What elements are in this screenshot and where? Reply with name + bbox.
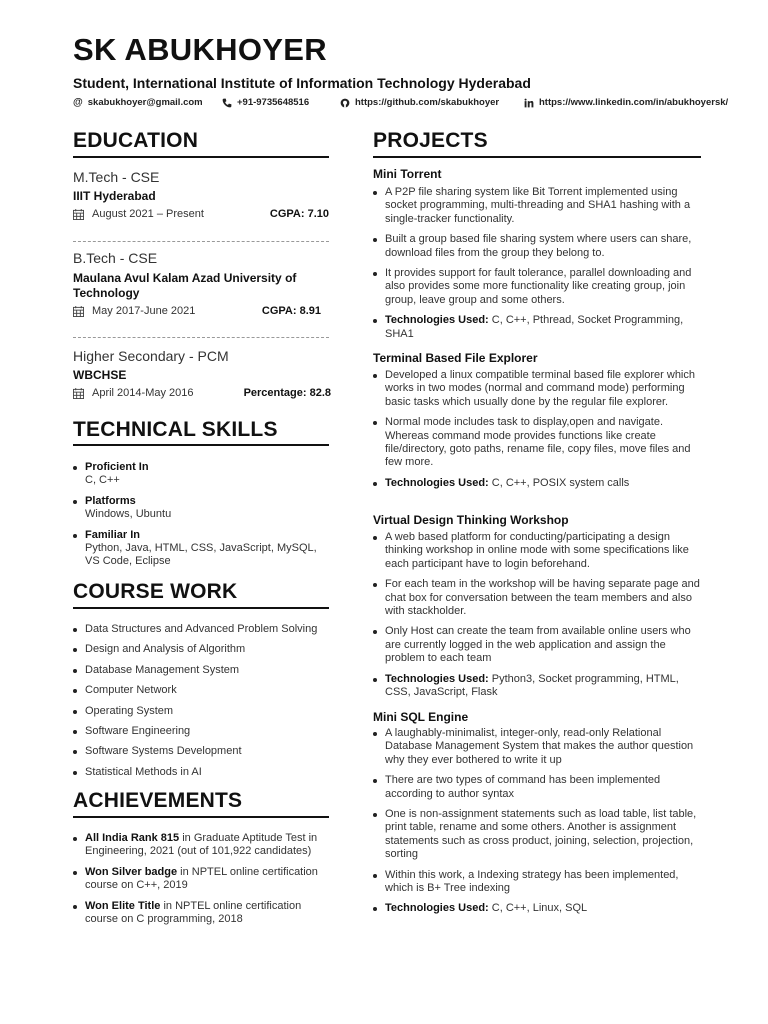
resume-name: SK ABUKHOYER [73,32,327,67]
achievement-item [73,832,329,859]
project-bullet: A web based platform for conducting/participating a design thinking workshop in online mode with some specifications like each participant have to login beforehand. [373,531,703,571]
project-bullets [373,186,703,341]
linkedin-icon [524,98,534,108]
project-bullet: Developed a linux compatible terminal based file explorer which works in two modes (normal and command mode) performing basic tasks which usually done by the regular file explorer. [373,369,703,409]
education-dates [73,208,204,220]
calendar-icon [73,388,84,399]
skill-value: Python, Java, HTML, CSS, JavaScript, MySQL, VS Code, Eclipse [85,542,317,568]
achievement-bold: All India Rank 815 [85,832,180,844]
coursework-rule [73,607,329,609]
project-bullet: Only Host can create the team from available online users who are currently logged in the web application and assign the problem to each team [373,625,703,665]
tech-text: Python3, Socket programming, HTML, CSS, JavaScript, Flask [385,672,679,699]
tech-label: Technologies Used: [385,902,489,915]
achievements-list [73,832,329,926]
course-item: Software Engineering [73,725,333,738]
tech-label: Technologies Used: [385,476,489,489]
phone-icon [222,98,232,108]
resume-subtitle: Student, International Institute of Information Technology Hyderabad [73,75,531,91]
skill-item [73,495,329,522]
project-bullet: Built a group based file sharing system where users can share, download files from the group they belong to. [373,233,703,260]
project-bullet: Within this work, a Indexing strategy has been implemented, which is B+ Tree indexing [373,869,703,896]
project-bullets [373,369,703,490]
project-tech [373,902,703,915]
course-item: Operating System [73,705,333,718]
contact-email[interactable] [73,97,203,108]
achievement-text: in NPTEL online certification course on C++, 2019 [85,865,318,892]
linkedin-text: https://www.linkedin.com/in/abukhoyersk/ [539,97,729,108]
course-item: Database Management System [73,664,333,677]
project-bullets [373,531,703,699]
tech-label: Technologies Used: [385,314,489,327]
education-grade: CGPA: 7.10 [269,208,329,220]
achievements-rule [73,816,329,818]
projects-rule [373,156,701,158]
education-degree: B.Tech - CSE [73,250,158,266]
skill-label: Familiar In [85,528,141,541]
email-text: skabukhoyer@gmail.com [87,97,203,108]
coursework-list [73,623,333,779]
skill-label: Proficient In [85,461,149,473]
project-tech [373,477,703,490]
skill-label: Platforms [85,494,136,507]
github-icon [340,98,350,108]
course-item: Statistical Methods in AI [73,766,333,779]
education-divider [73,337,329,338]
education-grade: CGPA: 8.91 [261,305,321,317]
calendar-icon [73,209,84,220]
phone-text: +91-9735648516 [237,97,310,108]
calendar-icon [73,306,84,317]
dates-text: August 2021 – Present [92,208,204,220]
project-bullet: A laughably-minimalist, integer-only, read-only Relational Database Management System that makes the author question why they ever bothered to write it up [373,727,703,767]
course-item: Data Structures and Advanced Problem Solving [73,623,333,636]
contact-phone[interactable] [222,97,309,108]
education-rule [73,156,329,158]
coursework-heading: COURSE WORK [73,580,238,603]
project-title: Mini SQL Engine [373,710,469,724]
skill-item [73,461,329,488]
at-icon: @ [73,97,83,108]
education-dates [73,305,195,317]
project-tech [373,673,703,700]
project-bullet: A P2P file sharing system like Bit Torrent implemented using socket programming, multi-threading and SHA1 hashing with a single-tracker functionality. [373,186,703,226]
project-title: Mini Torrent [373,167,442,181]
project-bullet: One is non-assignment statements such as load table, list table, print table, rename and some others. Another is assignment statements such as cross product, joining, selection, projection, sorting [373,808,703,862]
achievement-bold: Won Elite Title [85,899,161,912]
skills-heading: TECHNICAL SKILLS [73,418,278,441]
project-bullet: Normal mode includes task to display,open and navigate. Whereas command mode provides functions like create file/directory, goto paths, rename file, copy files, move files and few more. [373,416,703,470]
achievement-bold: Won Silver badge [85,865,178,878]
project-title: Terminal Based File Explorer [373,351,538,365]
course-item: Computer Network [73,684,333,697]
project-bullet: It provides support for fault tolerance, parallel downloading and also provides some more functionality like creating group, join group, leave group and some others. [373,267,703,307]
education-grade: Percentage: 82.8 [243,387,331,399]
education-institution: Maulana Avul Kalam Azad University of Technology [73,271,297,300]
project-bullet: For each team in the workshop will be having separate page and chat box for conversation between the team members and also with stackholder. [373,578,703,618]
education-institution: IIIT Hyderabad [73,189,156,203]
skills-rule [73,444,329,446]
education-degree: M.Tech - CSE [73,169,160,185]
course-item: Design and Analysis of Algorithm [73,643,333,656]
skill-value: C, C++ [85,474,120,487]
tech-text: C, C++, Linux, SQL [488,902,588,915]
tech-label: Technologies Used: [385,672,489,685]
tech-text: C, C++, POSIX system calls [488,476,630,489]
education-heading: EDUCATION [73,129,199,152]
github-text: https://github.com/skabukhoyer [355,97,500,108]
education-divider [73,241,329,242]
education-dates [73,387,194,399]
achievements-heading: ACHIEVEMENTS [73,789,243,812]
skill-value: Windows, Ubuntu [85,508,172,521]
tech-text: C, C++, Pthread, Socket Programming, SHA1 [385,314,684,340]
dates-text: April 2014-May 2016 [92,387,194,399]
project-title: Virtual Design Thinking Workshop [373,513,569,527]
achievement-item [73,900,329,927]
dates-text: May 2017-June 2021 [92,305,196,317]
skill-item [73,529,329,569]
projects-heading: PROJECTS [373,129,488,152]
course-item: Software Systems Development [73,745,333,758]
achievement-text: in Graduate Aptitude Test in Engineering, 2021 (out of 101,922 candidates) [85,832,318,858]
project-bullets [373,727,703,916]
achievement-text: in NPTEL online certification course on C programming, 2018 [85,899,302,926]
achievement-item [73,866,329,893]
contact-github[interactable] [340,97,499,108]
education-degree: Higher Secondary - PCM [73,348,229,364]
project-bullet: There are two types of command has been implemented according to author syntax [373,774,703,801]
contact-linkedin[interactable] [524,97,728,108]
skills-list [73,461,329,569]
education-institution: WBCHSE [73,368,127,382]
project-tech [373,314,703,341]
